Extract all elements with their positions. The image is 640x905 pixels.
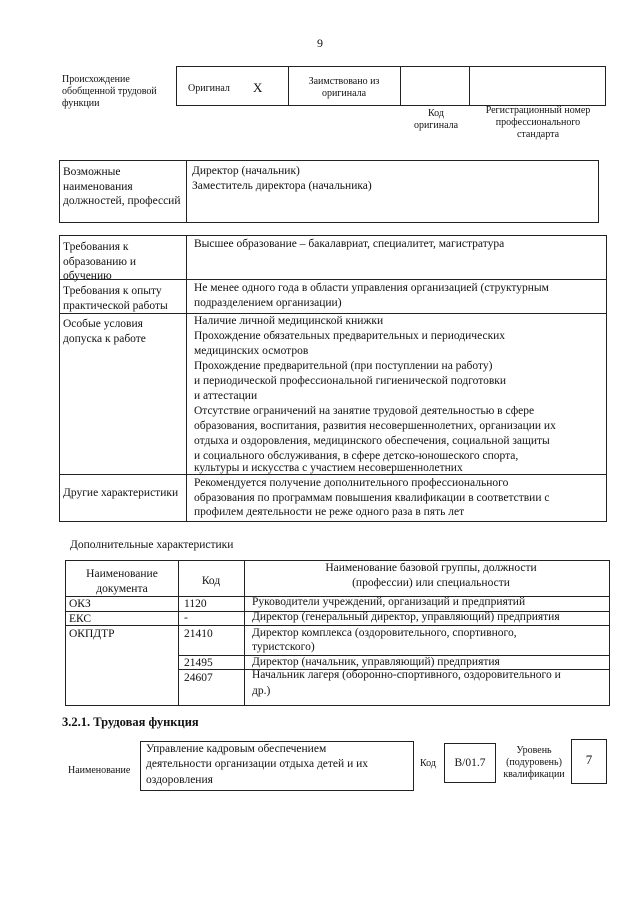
additional-row-name: Директор комплекса (оздоровительного, спортивного,	[252, 627, 517, 639]
function-code-label: Код	[420, 758, 436, 769]
additional-row-name: др.)	[252, 685, 271, 697]
function-name-label: Наименование	[68, 765, 131, 776]
function-heading: 3.2.1. Трудовая функция	[62, 715, 199, 729]
req-conditions-line: Наличие личной медицинской книжки	[194, 315, 384, 327]
additional-row-code: 1120	[184, 598, 207, 610]
additional-row-code: 24607	[184, 672, 213, 684]
req-other-line: Рекомендуется получение дополнительного профессионального	[194, 477, 509, 489]
req-education-label: Требования к образованию и обучению	[63, 241, 136, 282]
position-1: Директор (начальник)	[192, 165, 300, 177]
origin-borrowed: Заимствовано из оригинала	[308, 76, 380, 99]
additional-header-name: Наименование базовой группы, должности (профессии) или специальности	[325, 562, 537, 589]
function-name-line: оздоровления	[146, 774, 213, 786]
function-level: 7	[585, 752, 593, 767]
position-2: Заместитель директора (начальника)	[192, 180, 372, 192]
origin-original: Оригинал	[188, 83, 230, 94]
req-other-line: образования по программам повышения квалификации в соответствии с	[194, 492, 550, 504]
req-conditions-line: культуры и искусства с участием несовершеннолетних	[194, 462, 463, 474]
additional-row-code: 21495	[184, 657, 213, 669]
req-conditions-line: и социального обслуживания, в сфере детско-юношеского спорта,	[194, 450, 519, 462]
additional-row-name: Директор (генеральный директор, управляющий) предприятия	[252, 611, 560, 623]
function-name-line: деятельности организации отдыха детей и их	[146, 758, 368, 770]
req-conditions-line: Прохождение предварительной (при поступлении на работу)	[194, 360, 493, 372]
additional-row-code: 21410	[184, 628, 213, 640]
req-conditions-line: отдыха и оздоровления, медицинского обеспечения, социальной защиты	[194, 435, 550, 447]
origin-code-caption: Код оригинала	[413, 108, 459, 131]
req-conditions-line: образования, воспитания, развития несовершеннолетних, организации их	[194, 420, 556, 432]
req-experience-line: подразделением организации)	[194, 297, 342, 309]
additional-row-name: Руководители учреждений, организаций и предприятий	[252, 596, 526, 608]
additional-row-doc: ОКЗ	[69, 598, 91, 610]
additional-row-name: Директор (начальник, управляющий) предприятия	[252, 656, 500, 668]
req-other-line: профилем деятельности не реже одного раза в пять лет	[194, 506, 465, 518]
req-conditions-line: и аттестации	[194, 390, 258, 402]
page-number: 9	[317, 36, 323, 50]
origin-mark: X	[253, 80, 263, 95]
req-experience-line: Не менее одного года в области управления организацией (структурным	[194, 282, 549, 294]
additional-row-name: туристского)	[252, 641, 315, 653]
req-conditions-line: Отсутствие ограничений на занятие трудовой деятельностью в сфере	[194, 405, 535, 417]
origin-reg-caption: Регистрационный номер профессионального стандарта	[485, 105, 591, 140]
req-other-label: Другие характеристики	[63, 487, 179, 499]
req-conditions-label: Особые условия допуска к работе	[63, 318, 146, 345]
additional-row-code: -	[184, 612, 188, 624]
req-conditions-line: и периодической профессиональной гигиенической подготовки	[194, 375, 507, 387]
origin-label: Происхождение обобщенной трудовой функции	[62, 74, 157, 109]
req-conditions-line: Прохождение обязательных предварительных и периодических	[194, 330, 506, 342]
additional-row-doc: ОКПДТР	[69, 628, 115, 640]
function-code: B/01.7	[454, 757, 486, 769]
positions-label: Возможные наименования должностей, профессий	[63, 166, 181, 207]
function-level-label: Уровень (подуровень) квалификации	[503, 745, 565, 780]
req-conditions-line: медицинских осмотров	[194, 345, 309, 357]
additional-header-doc: Наименование документа	[86, 568, 158, 595]
req-experience-label: Требования к опыту практической работы	[63, 285, 168, 312]
additional-header-code: Код	[201, 575, 221, 587]
additional-row-doc: ЕКС	[69, 613, 92, 625]
additional-row-name: Начальник лагеря (оборонно-спортивного, оздоровительного и	[252, 669, 561, 681]
additional-title: Дополнительные характеристики	[70, 539, 234, 551]
function-name-line: Управление кадровым обеспечением	[146, 743, 327, 755]
req-education-text: Высшее образование – бакалавриат, специалитет, магистратура	[194, 238, 505, 250]
